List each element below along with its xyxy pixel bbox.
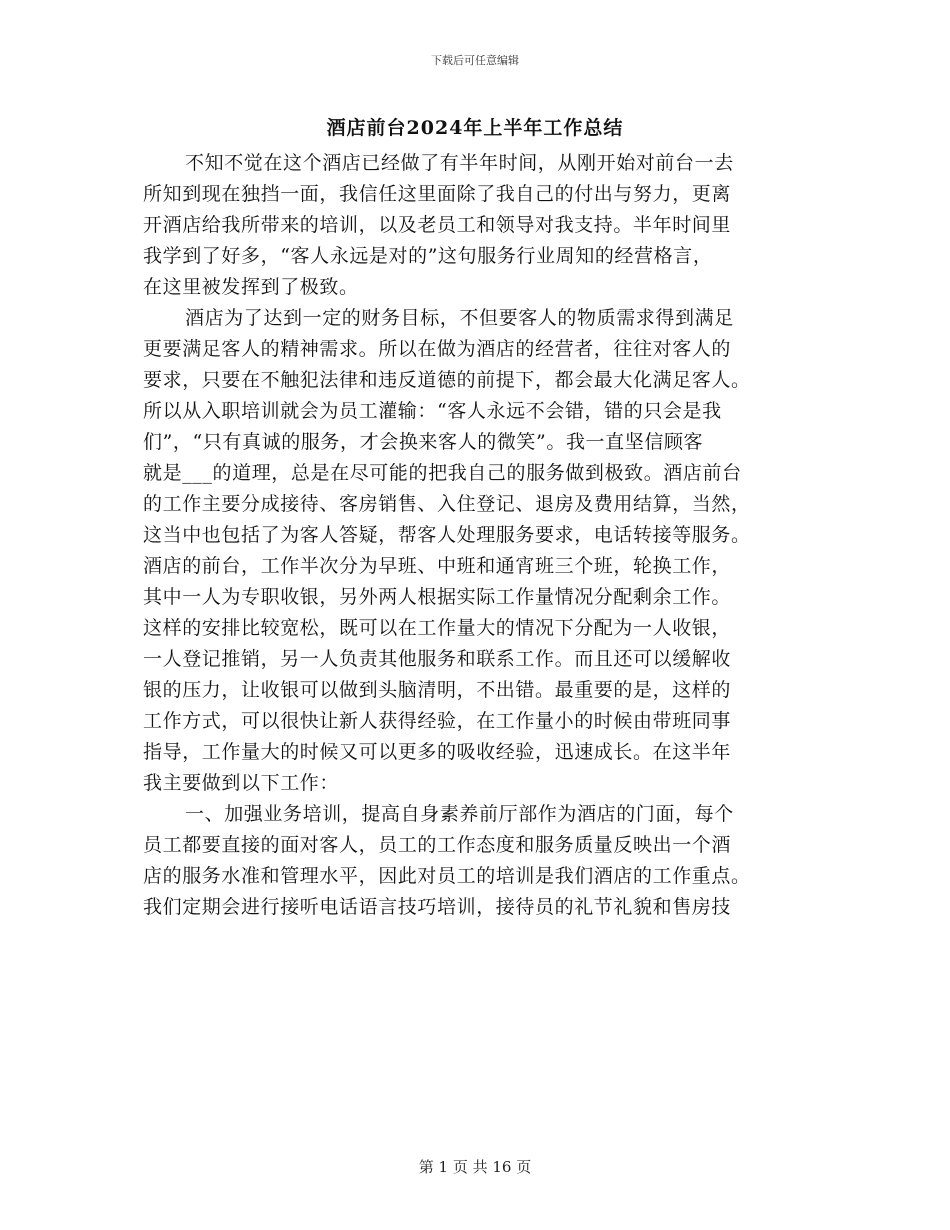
text-line: 这样的安排比较宽松，既可以在工作量大的情况下分配为一人收银，: [143, 617, 732, 639]
text-line: 一人登记推销，另一人负责其他服务和联系工作。而且还可以缓解收: [143, 648, 732, 670]
text-line: 银的压力，让收银可以做到头脑清明，不出错。最重要的是，这样的: [143, 679, 732, 701]
text-line: 我们定期会进行接听电话语言技巧培训，接待员的礼节礼貌和售房技: [143, 896, 732, 918]
text-line: 指导，工作量大的时候又可以更多的吸收经验，迅速成长。在这半年: [143, 741, 732, 763]
text-line: 酒店的前台，工作半次分为早班、中班和通宵班三个班，轮换工作，: [143, 555, 732, 577]
text-line: 我主要做到以下工作：: [143, 772, 340, 794]
page-footer: 第 1 页 共 16 页: [418, 1158, 532, 1176]
text-line: 不知不觉在这个酒店已经做了有半年时间，从刚开始对前台一去: [185, 152, 734, 174]
text-line: 店的服务水准和管理水平，因此对员工的培训是我们酒店的工作重点。: [143, 865, 751, 887]
text-line: 要求，只要在不触犯法律和违反道德的前提下，都会最大化满足客人。: [143, 369, 751, 391]
text-line: 酒店为了达到一定的财务目标，不但要客人的物质需求得到满足: [185, 307, 734, 329]
text-line: 们”，“只有真诚的服务，才会换来客人的微笑”。我一直坚信顾客: [143, 431, 704, 453]
text-line: 的工作主要分成接待、客房销售、入住登记、退房及费用结算，当然，: [143, 493, 751, 515]
text-line: 工作方式，可以很快让新人获得经验，在工作量小的时候由带班同事: [143, 710, 732, 732]
document-title: 酒店前台2024年上半年工作总结: [326, 117, 624, 139]
text-line: 这当中也包括了为客人答疑，帮客人处理服务要求，电话转接等服务。: [143, 524, 751, 546]
text-line: 所知到现在独挡一面，我信任这里面除了我自己的付出与努力，更离: [143, 183, 732, 205]
document-body: [143, 148, 811, 923]
text-line: 在这里被发挥到了极致。: [143, 276, 359, 298]
text-line: 开酒店给我所带来的培训，以及老员工和领导对我支持。半年时间里: [143, 214, 732, 236]
text-line: 所以从入职培训就会为员工灌输：“客人永远不会错，错的只会是我: [143, 400, 722, 422]
text-line: 其中一人为专职收银，另外两人根据实际工作量情况分配剩余工作。: [143, 586, 732, 608]
text-line: 就是___的道理，总是在尽可能的把我自己的服务做到极致。酒店前台: [143, 462, 742, 484]
header-note: 下载后可任意编辑: [431, 54, 519, 67]
text-line: 更要满足客人的精神需求。所以在做为酒店的经营者，往往对客人的: [143, 338, 732, 360]
text-line: 员工都要直接的面对客人，员工的工作态度和服务质量反映出一个酒: [143, 834, 732, 856]
text-line: 一、加强业务培训，提高自身素养前厅部作为酒店的门面，每个: [185, 803, 734, 825]
text-line: 我学到了好多，“客人永远是对的”这句服务行业周知的经营格言，: [143, 245, 713, 267]
